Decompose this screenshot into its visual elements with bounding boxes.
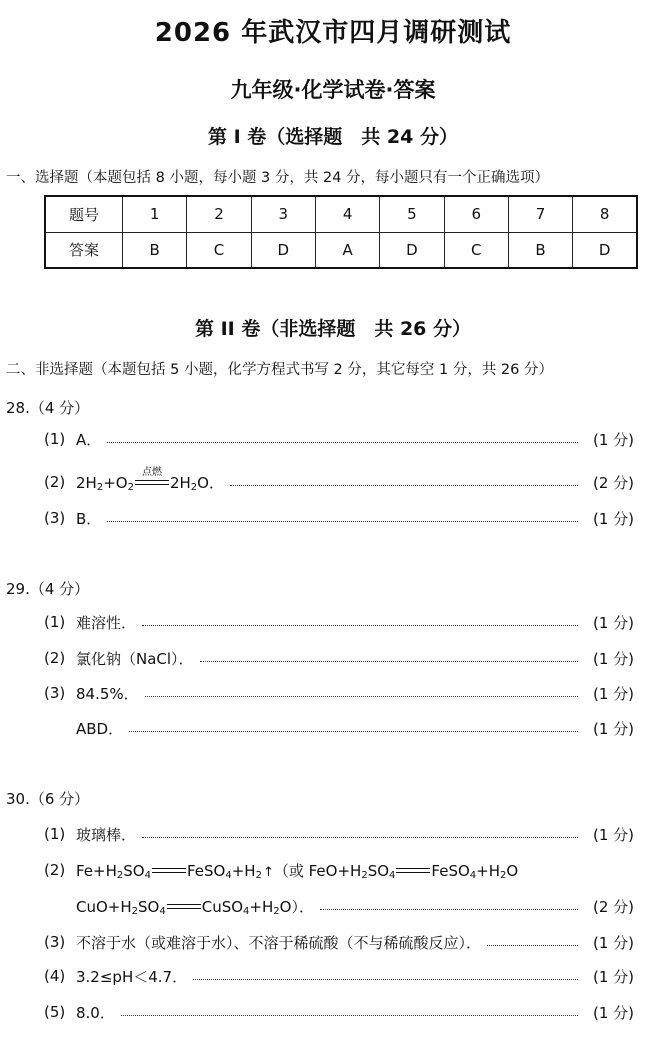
- table-cell-number: 1: [123, 196, 187, 232]
- q28-answer-3: [44, 506, 634, 530]
- table-cell-number: 5: [380, 196, 444, 232]
- table-cell-number: 8: [573, 196, 637, 232]
- answer-text: 玻璃棒．: [76, 825, 137, 844]
- table-header-number: 题号: [45, 196, 123, 232]
- dot-leader: [487, 945, 578, 946]
- answer-text: 8.0．: [76, 1003, 115, 1022]
- equals-sign: [152, 866, 186, 876]
- dot-leader: [121, 1015, 578, 1016]
- question-29-label: 29.（4 分）: [6, 580, 90, 598]
- equals-sign: [396, 866, 430, 876]
- answer-text: 氯化钠（NaCl）．: [76, 649, 194, 668]
- part1-instruction: 一、选择题（本题包括 8 小题，每小题 3 分，共 24 分，每小题只有一个正确选项）: [6, 170, 550, 186]
- dot-leader: [107, 442, 578, 443]
- q30-answer-2-line-2: [44, 894, 634, 918]
- table-cell-number: 6: [444, 196, 508, 232]
- gas-arrow-icon: ↑: [262, 864, 274, 880]
- table-cell-answer: D: [573, 232, 637, 268]
- answer-number: (1): [44, 430, 66, 448]
- score: (1 分): [592, 509, 634, 528]
- answer-text: 84.5%．: [76, 684, 139, 703]
- table-cell-answer: D: [251, 232, 315, 268]
- equation-text: $CuO+H_2SO_4$ $CuSO_4+H_2O$）．: [76, 897, 314, 917]
- answer-text: B．: [76, 509, 102, 528]
- score: (2 分): [592, 473, 634, 492]
- score: (1 分): [592, 967, 634, 986]
- table-cell-answer: D: [380, 232, 444, 268]
- score: (1 分): [592, 933, 634, 952]
- score: (1 分): [592, 613, 634, 632]
- score: (2 分): [592, 897, 634, 916]
- question-28-label: 28.（4 分）: [6, 399, 90, 417]
- dot-leader: [142, 625, 578, 626]
- q30-answer-3: [44, 930, 634, 954]
- q29-answer-2: [44, 646, 634, 670]
- dot-leader: [129, 731, 578, 732]
- exam-subtitle: 九年级·化学试卷·答案: [230, 78, 436, 102]
- answer-number: (2): [44, 473, 66, 491]
- dot-leader: [320, 909, 578, 910]
- dot-leader: [193, 979, 578, 980]
- dot-leader: [145, 696, 578, 697]
- dot-leader: [200, 661, 578, 662]
- q30-answer-2-line-1: [44, 858, 634, 882]
- answer-number: (2): [44, 861, 66, 879]
- q29-answer-1: [44, 610, 634, 634]
- dot-leader: [142, 837, 578, 838]
- answer-text: A．: [76, 430, 102, 449]
- part2-title: 第 II 卷（非选择题 共 26 分）: [194, 318, 472, 340]
- score: (1 分): [592, 719, 634, 738]
- answer-number: (2): [44, 649, 66, 667]
- answer-number: (4): [44, 967, 66, 985]
- answer-text: ABD．: [76, 719, 124, 738]
- dot-leader: [230, 485, 578, 486]
- q30-answer-1: [44, 822, 634, 846]
- equation-text: $Fe+H_2SO_4$ $FeSO_4+H_2↑$（或 $FeO+H_2SO_4$ $FeSO_4+H_2O$: [76, 861, 519, 881]
- table-cell-answer: B: [508, 232, 572, 268]
- q29-answer-3: [44, 681, 634, 705]
- score: (1 分): [592, 1003, 634, 1022]
- part1-title: 第 I 卷（选择题 共 24 分）: [208, 126, 458, 148]
- table-cell-number: 2: [187, 196, 251, 232]
- table-cell-number: 7: [508, 196, 572, 232]
- q30-answer-4: [44, 964, 634, 988]
- q28-answer-1: [44, 427, 634, 451]
- equals-sign: [167, 902, 201, 912]
- dot-leader: [107, 521, 578, 522]
- table-cell-answer: C: [444, 232, 508, 268]
- answer-number: (3): [44, 509, 66, 527]
- table-header-answer: 答案: [45, 232, 123, 268]
- reaction-condition: 点燃: [141, 467, 162, 478]
- table-cell-number: 3: [251, 196, 315, 232]
- answer-text: 难溶性．: [76, 613, 137, 632]
- table-row-answers: [45, 232, 637, 268]
- answer-text: 不溶于水（或难溶于水）、不溶于稀硫酸（不与稀硫酸反应）．: [76, 933, 482, 952]
- q30-answer-5: [44, 1000, 634, 1024]
- score: (1 分): [592, 649, 634, 668]
- table-cell-answer: C: [187, 232, 251, 268]
- score: (1 分): [592, 684, 634, 703]
- score: (1 分): [592, 825, 634, 844]
- answer-table: [44, 195, 638, 269]
- answer-number: (5): [44, 1003, 66, 1021]
- table-cell-number: 4: [315, 196, 379, 232]
- answer-number: (1): [44, 613, 66, 631]
- question-30-label: 30.（6 分）: [6, 790, 90, 808]
- table-cell-answer: B: [123, 232, 187, 268]
- answer-number: (1): [44, 825, 66, 843]
- table-cell-answer: A: [315, 232, 379, 268]
- part2-instruction: 二、非选择题（本题包括 5 小题，化学方程式书写 2 分，其它每空 1 分，共 26 分）: [6, 362, 553, 378]
- answer-number: (3): [44, 684, 66, 702]
- equation-text: $2H_2+O_2$ 点燃 $2H_2O$．: [76, 472, 224, 493]
- answer-text: 3.2≤pH＜4.7．: [76, 967, 188, 986]
- exam-title: 2026 年武汉市四月调研测试: [154, 18, 512, 48]
- q29-answer-4: [44, 716, 634, 740]
- table-row-numbers: [45, 196, 637, 232]
- q28-answer-2: [44, 467, 634, 494]
- score: (1 分): [592, 430, 634, 449]
- answer-number: (3): [44, 933, 66, 951]
- equals-sign: [135, 467, 169, 488]
